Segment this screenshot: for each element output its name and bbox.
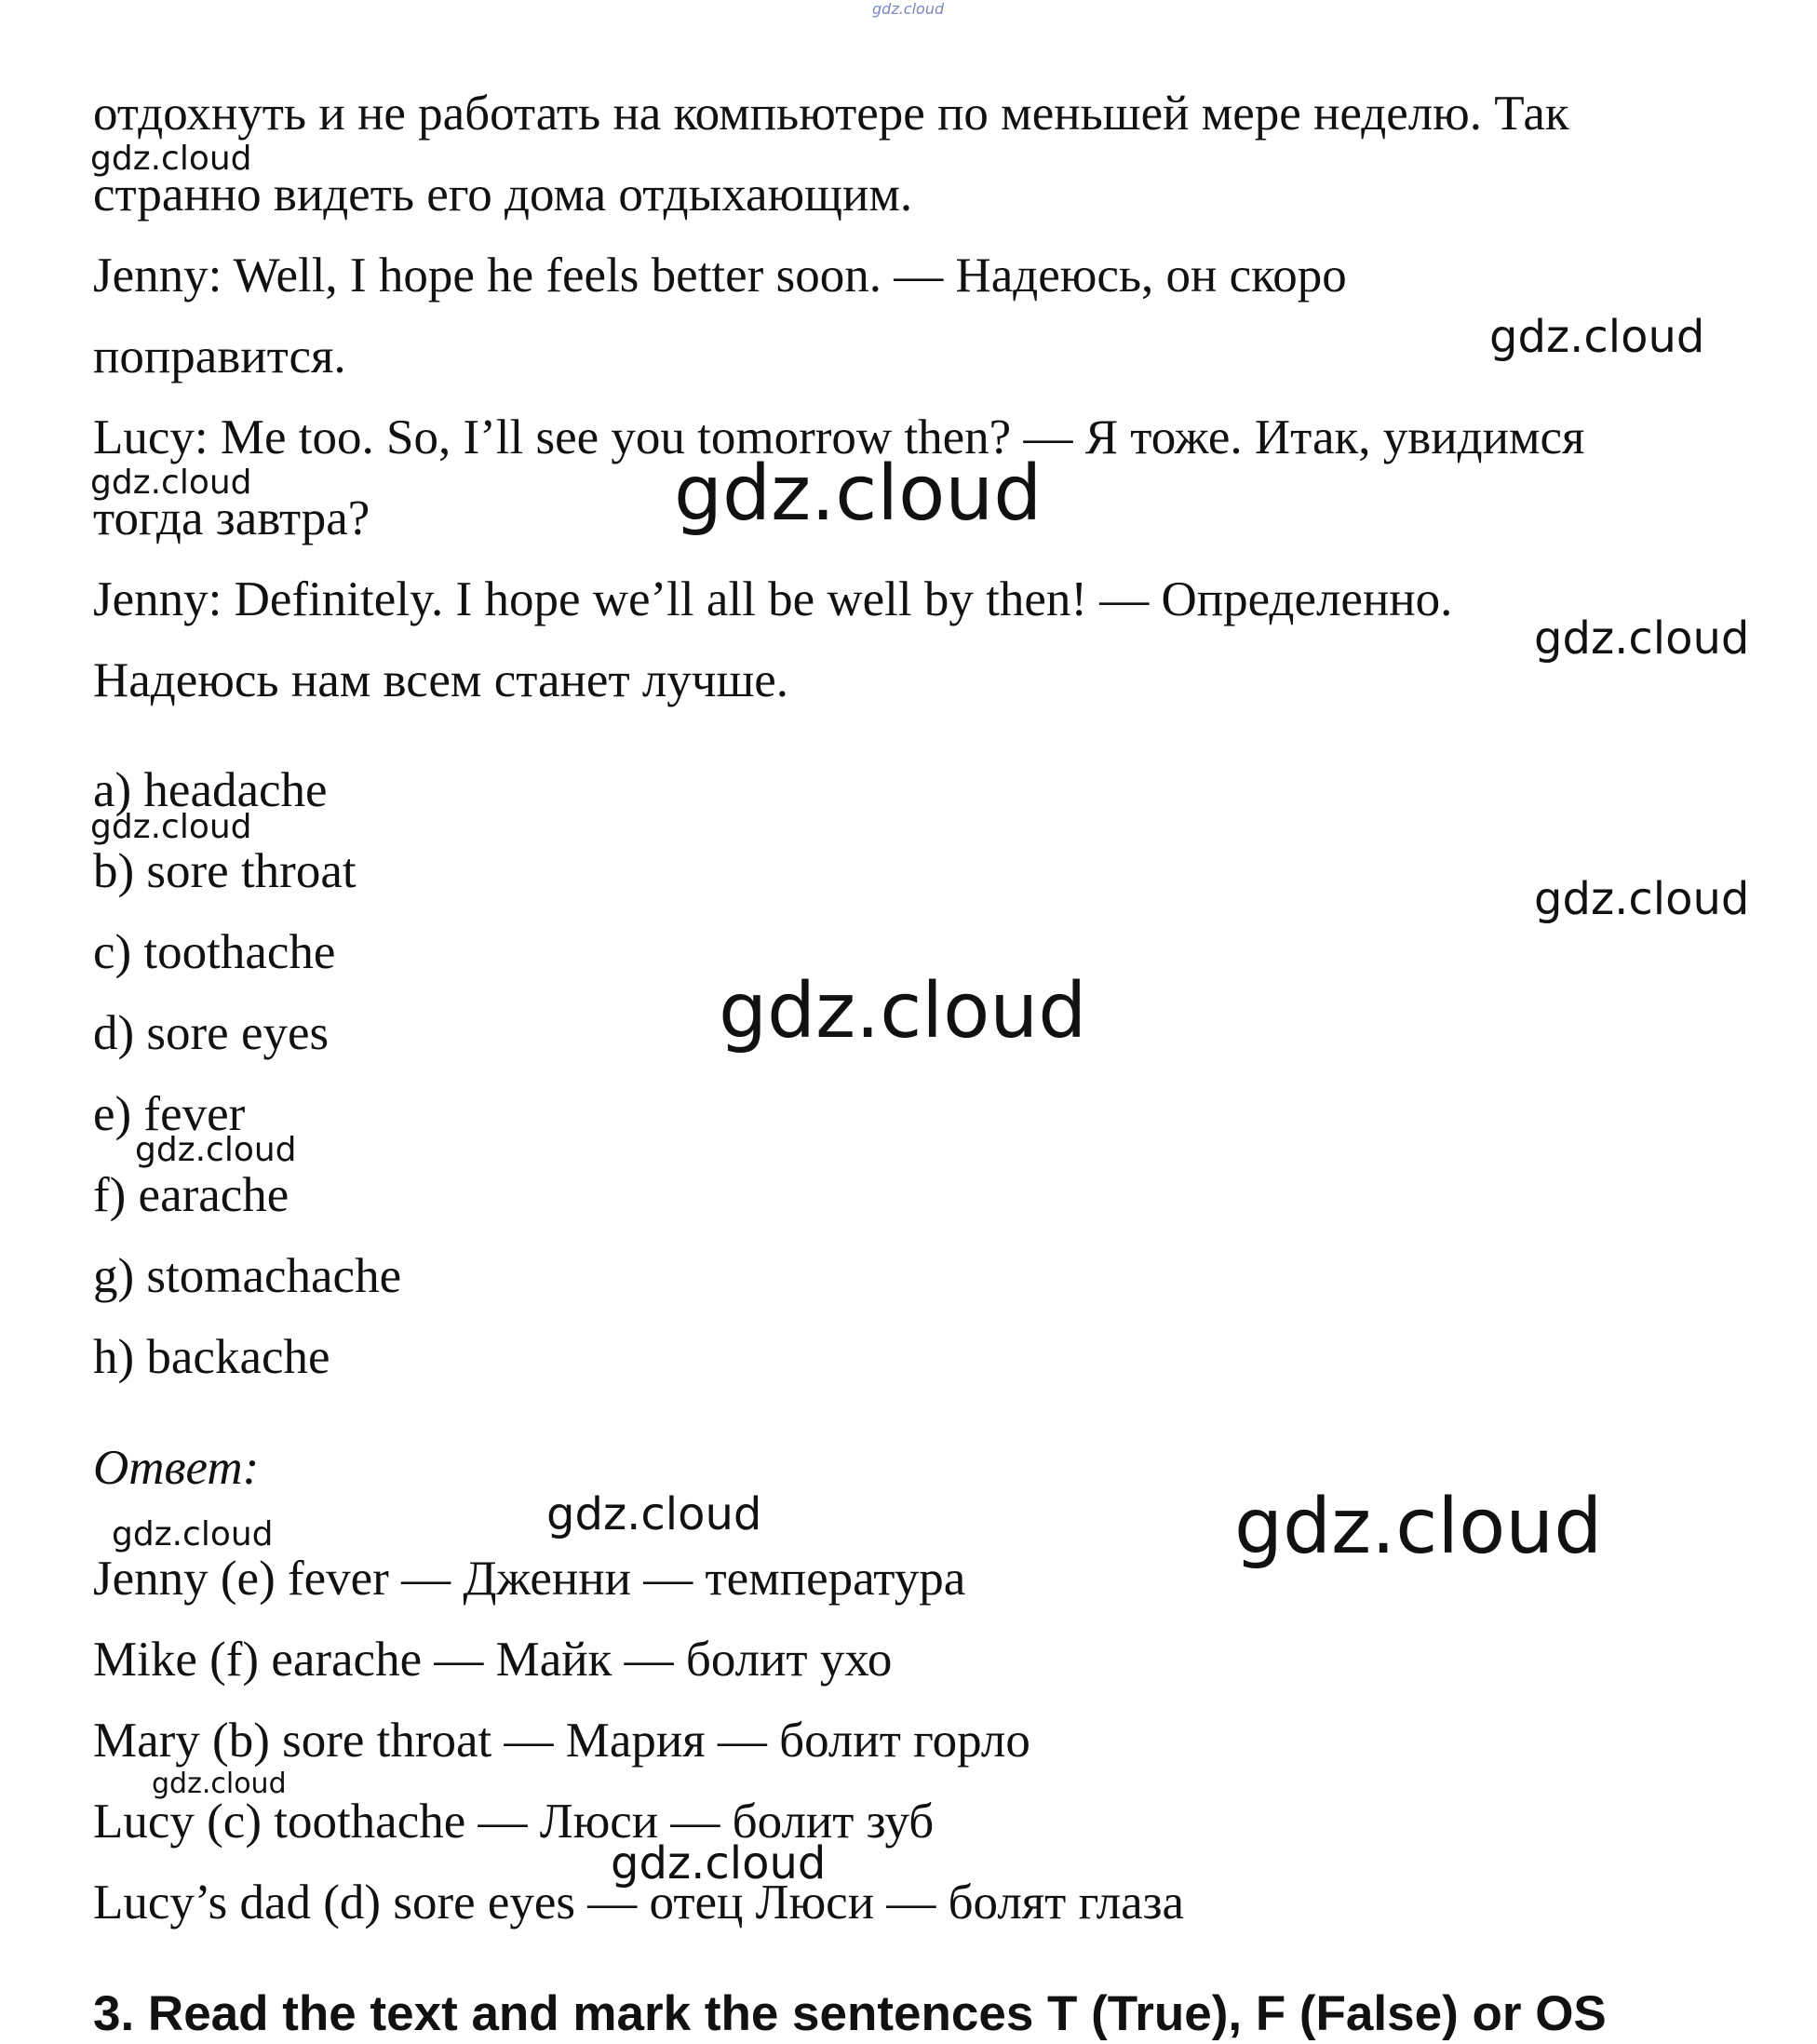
watermark-text: gdz.cloud [674,450,1043,538]
option-item: d) sore eyes [93,1006,330,1060]
watermark-text: gdz.cloud [611,1837,827,1889]
dialogue-line: Lucy: Me too. So, I’ll see you tomorrow then? — Я тоже. Итак, увидимся [93,410,1585,464]
watermark-text: gdz.cloud [1534,612,1750,665]
watermark-text: gdz.cloud [872,0,945,18]
dialogue-line: Jenny: Definitely. I hope we’ll all be well by then! — Определенно. [93,572,1453,626]
option-item: c) toothache [93,925,336,979]
answer-line: Lucy (c) toothache — Люси — болит зуб [93,1795,935,1849]
dialogue-line: Надеюсь нам всем станет лучше. [93,653,789,707]
answer-heading: Ответ: [93,1441,260,1495]
answer-line: Mary (b) sore throat — Мария — болит горло [93,1714,1030,1768]
dialogue-line: странно видеть его дома отдыхающим. [93,168,913,222]
watermark-text: gdz.cloud [1489,311,1705,363]
watermark-text: gdz.cloud [90,808,252,846]
option-item: e) fever [93,1087,246,1141]
option-item: h) backache [93,1330,330,1384]
watermark-text: gdz.cloud [1234,1483,1603,1571]
watermark-text: gdz.cloud [546,1488,762,1540]
option-item: g) stomachache [93,1249,402,1303]
watermark-text: gdz.cloud [719,967,1087,1056]
watermark-text: gdz.cloud [112,1515,274,1553]
watermark-text: gdz.cloud [135,1131,297,1169]
dialogue-line: тогда завтра? [93,491,370,545]
watermark-text: gdz.cloud [1534,873,1750,925]
option-item: b) sore throat [93,844,357,898]
dialogue-line: поправится. [93,329,346,383]
dialogue-line: отдохнуть и не работать на компьютере по меньшей мере неделю. Так [93,87,1569,141]
next-exercise-heading: 3. Read the text and mark the sentences T (True), F (False) or OS [93,1986,1607,2041]
watermark-text: gdz.cloud [90,464,252,502]
dialogue-line: Jenny: Well, I hope he feels better soon. — Надеюсь, он скоро [93,249,1347,303]
answer-line: Jenny (e) fever — Дженни — температура [93,1552,966,1606]
watermark-text: gdz.cloud [90,140,252,178]
option-item: f) earache [93,1168,289,1222]
watermark-text: gdz.cloud [152,1768,287,1800]
answer-line: Lucy’s dad (d) sore eyes — отец Люси — болят глаза [93,1876,1185,1930]
answer-line: Mike (f) earache — Майк — болит ухо [93,1633,893,1687]
option-item: a) headache [93,763,328,817]
